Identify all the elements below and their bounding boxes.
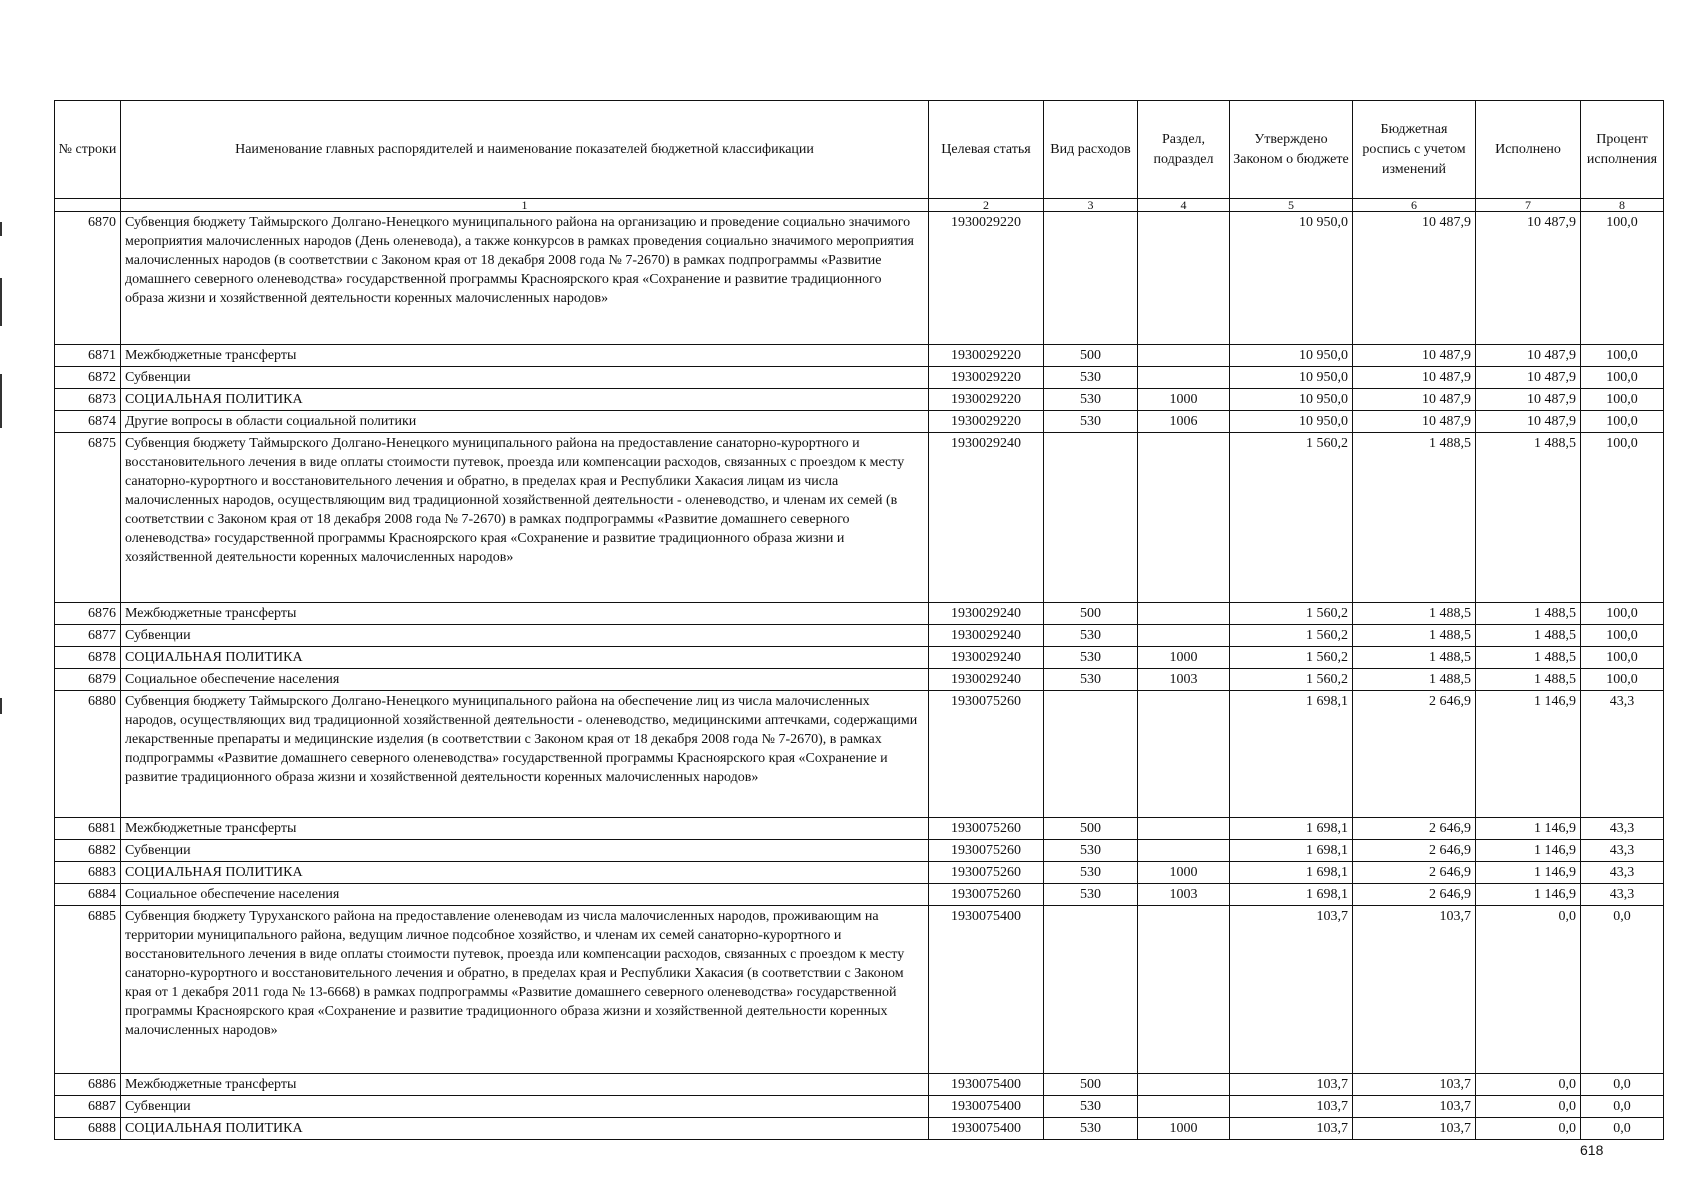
col-header-razd: Раздел, подраздел <box>1138 101 1230 199</box>
row-approved: 10 950,0 <box>1230 212 1353 345</box>
row-budget-schedule: 1 488,5 <box>1353 647 1476 669</box>
row-approved: 1 560,2 <box>1230 647 1353 669</box>
row-percent: 100,0 <box>1581 212 1664 345</box>
col-number: 5 <box>1230 199 1353 212</box>
row-number: 6870 <box>55 212 121 345</box>
row-name: Межбюджетные трансферты <box>121 345 929 367</box>
row-percent: 100,0 <box>1581 603 1664 625</box>
col-header-name: Наименование главных распорядителей и наименование показателей бюджетной классификации <box>121 101 929 199</box>
row-number: 6876 <box>55 603 121 625</box>
col-number: 6 <box>1353 199 1476 212</box>
row-percent: 100,0 <box>1581 669 1664 691</box>
row-section <box>1138 1074 1230 1096</box>
row-executed: 10 487,9 <box>1476 411 1581 433</box>
table-row <box>55 433 1664 603</box>
row-executed: 0,0 <box>1476 1074 1581 1096</box>
col-header-no: № строки <box>55 101 121 199</box>
row-target-code: 1930029240 <box>929 625 1044 647</box>
col-header-executed: Исполнено <box>1476 101 1581 199</box>
col-number: 3 <box>1044 199 1138 212</box>
col-number: 2 <box>929 199 1044 212</box>
row-percent: 43,3 <box>1581 862 1664 884</box>
row-section <box>1138 691 1230 818</box>
row-name: СОЦИАЛЬНАЯ ПОЛИТИКА <box>121 862 929 884</box>
row-section <box>1138 212 1230 345</box>
row-budget-schedule: 10 487,9 <box>1353 345 1476 367</box>
col-number: 1 <box>121 199 929 212</box>
row-name: Межбюджетные трансферты <box>121 603 929 625</box>
header-row <box>55 101 1664 199</box>
row-target-code: 1930029240 <box>929 647 1044 669</box>
row-section: 1000 <box>1138 389 1230 411</box>
row-executed: 1 146,9 <box>1476 884 1581 906</box>
row-executed: 1 146,9 <box>1476 862 1581 884</box>
row-executed: 10 487,9 <box>1476 389 1581 411</box>
row-name: СОЦИАЛЬНАЯ ПОЛИТИКА <box>121 1118 929 1140</box>
row-executed: 1 488,5 <box>1476 433 1581 603</box>
table-row <box>55 603 1664 625</box>
row-approved: 10 950,0 <box>1230 389 1353 411</box>
row-budget-schedule: 2 646,9 <box>1353 691 1476 818</box>
row-target-code: 1930029220 <box>929 367 1044 389</box>
row-number: 6882 <box>55 840 121 862</box>
row-expense-type: 530 <box>1044 625 1138 647</box>
row-number: 6880 <box>55 691 121 818</box>
row-target-code: 1930075400 <box>929 1074 1044 1096</box>
row-section <box>1138 1096 1230 1118</box>
table-row <box>55 212 1664 345</box>
row-number: 6885 <box>55 906 121 1074</box>
row-executed: 1 488,5 <box>1476 647 1581 669</box>
row-number: 6884 <box>55 884 121 906</box>
row-section <box>1138 345 1230 367</box>
row-expense-type: 530 <box>1044 411 1138 433</box>
row-percent: 0,0 <box>1581 1096 1664 1118</box>
row-section: 1006 <box>1138 411 1230 433</box>
row-name: Субвенции <box>121 840 929 862</box>
col-header-budget: Бюджетная роспись с учетом изменений <box>1353 101 1476 199</box>
row-number: 6871 <box>55 345 121 367</box>
row-target-code: 1930029220 <box>929 389 1044 411</box>
row-expense-type: 530 <box>1044 840 1138 862</box>
table-row <box>55 1074 1664 1096</box>
col-header-approved: Утверждено Законом о бюджете <box>1230 101 1353 199</box>
row-budget-schedule: 1 488,5 <box>1353 603 1476 625</box>
row-section <box>1138 367 1230 389</box>
row-number: 6875 <box>55 433 121 603</box>
row-number: 6874 <box>55 411 121 433</box>
row-number: 6881 <box>55 818 121 840</box>
row-target-code: 1930075260 <box>929 691 1044 818</box>
table-row <box>55 345 1664 367</box>
row-percent: 0,0 <box>1581 1074 1664 1096</box>
row-budget-schedule: 10 487,9 <box>1353 367 1476 389</box>
row-section <box>1138 625 1230 647</box>
row-executed: 0,0 <box>1476 1096 1581 1118</box>
row-approved: 10 950,0 <box>1230 411 1353 433</box>
col-header-code: Целевая статья <box>929 101 1044 199</box>
row-budget-schedule: 103,7 <box>1353 1096 1476 1118</box>
row-executed: 0,0 <box>1476 1118 1581 1140</box>
row-percent: 0,0 <box>1581 906 1664 1074</box>
row-expense-type: 500 <box>1044 818 1138 840</box>
row-percent: 100,0 <box>1581 411 1664 433</box>
scan-margin-mark <box>0 698 2 714</box>
row-expense-type: 500 <box>1044 603 1138 625</box>
row-target-code: 1930029220 <box>929 345 1044 367</box>
row-name: Субвенция бюджету Туруханского района на предоставление оленеводам из числа малочисленных народов, проживающим на территории муниципального района, ведущим личное подсобное хозяйство, и членам их семей санаторно-курортного и восстановительного лечения в виде оплаты стоимости путевок, проезда или компенсации расходов, связанных с проездом к месту санаторно-курортного и восстановительного лечения и обратно, в пределах края и Республики Хакасия (в соответствии с Законом края от 1 декабря 2011 года № 13-6668) в рамках подпрограммы «Развитие домашнего северного оленеводства» государственной программы Красноярского края «Сохранение и развитие традиционного образа жизни и хозяйственной деятельности коренных малочисленных народов» <box>121 906 929 1074</box>
row-expense-type: 530 <box>1044 389 1138 411</box>
row-approved: 103,7 <box>1230 1074 1353 1096</box>
row-target-code: 1930029220 <box>929 212 1044 345</box>
row-expense-type: 500 <box>1044 345 1138 367</box>
row-percent: 43,3 <box>1581 818 1664 840</box>
row-executed: 1 488,5 <box>1476 669 1581 691</box>
row-percent: 100,0 <box>1581 345 1664 367</box>
col-number: 8 <box>1581 199 1664 212</box>
row-percent: 43,3 <box>1581 840 1664 862</box>
row-expense-type: 530 <box>1044 669 1138 691</box>
row-number: 6886 <box>55 1074 121 1096</box>
row-expense-type <box>1044 212 1138 345</box>
row-approved: 1 698,1 <box>1230 691 1353 818</box>
row-executed: 0,0 <box>1476 906 1581 1074</box>
row-approved: 1 698,1 <box>1230 840 1353 862</box>
row-section: 1000 <box>1138 862 1230 884</box>
row-approved: 103,7 <box>1230 906 1353 1074</box>
row-executed: 1 488,5 <box>1476 625 1581 647</box>
row-expense-type: 530 <box>1044 647 1138 669</box>
row-target-code: 1930029240 <box>929 669 1044 691</box>
row-name: Субвенция бюджету Таймырского Долгано-Ненецкого муниципального района на обеспечение лиц из числа малочисленных народов, осуществляющих вид традиционной хозяйственной деятельности - оленеводство, медицинскими аптечками, содержащими лекарственные препараты и медицинские изделия (в соответствии с Законом края от 18 декабря 2008 года № 7-2670), в рамках подпрограммы «Развитие домашнего северного оленеводства» государственной программы Красноярского края «Сохранение и развитие традиционного образа жизни и хозяйственной деятельности коренных малочисленных народов» <box>121 691 929 818</box>
row-target-code: 1930075400 <box>929 906 1044 1074</box>
row-name: Субвенции <box>121 367 929 389</box>
row-name: Межбюджетные трансферты <box>121 818 929 840</box>
row-target-code: 1930075400 <box>929 1118 1044 1140</box>
row-name: Межбюджетные трансферты <box>121 1074 929 1096</box>
row-approved: 1 698,1 <box>1230 884 1353 906</box>
table-row <box>55 1118 1664 1140</box>
budget-execution-table <box>54 100 1664 1140</box>
scan-margin-mark <box>0 374 2 428</box>
table-row <box>55 669 1664 691</box>
row-number: 6879 <box>55 669 121 691</box>
row-target-code: 1930075260 <box>929 862 1044 884</box>
row-approved: 1 698,1 <box>1230 862 1353 884</box>
row-budget-schedule: 10 487,9 <box>1353 212 1476 345</box>
row-number: 6887 <box>55 1096 121 1118</box>
row-percent: 100,0 <box>1581 647 1664 669</box>
row-number: 6873 <box>55 389 121 411</box>
table-row <box>55 389 1664 411</box>
row-percent: 43,3 <box>1581 884 1664 906</box>
row-approved: 1 698,1 <box>1230 818 1353 840</box>
col-number-empty <box>55 199 121 212</box>
row-expense-type: 530 <box>1044 1118 1138 1140</box>
table-row <box>55 884 1664 906</box>
table-row <box>55 1096 1664 1118</box>
row-budget-schedule: 1 488,5 <box>1353 669 1476 691</box>
row-target-code: 1930075260 <box>929 840 1044 862</box>
row-target-code: 1930029240 <box>929 603 1044 625</box>
row-name: Субвенция бюджету Таймырского Долгано-Ненецкого муниципального района на организацию и проведение социально значимого мероприятия малочисленных народов (День оленевода), а также конкурсов в рамках проведения социально значимого мероприятия малочисленных народов (в соответствии с Законом края от 18 декабря 2008 года № 7-2670) в рамках подпрограммы «Развитие домашнего северного оленеводства» государственной программы Красноярского края «Сохранение и развитие традиционного образа жизни и хозяйственной деятельности коренных малочисленных народов» <box>121 212 929 345</box>
table-row <box>55 818 1664 840</box>
row-section <box>1138 603 1230 625</box>
row-target-code: 1930075260 <box>929 818 1044 840</box>
row-executed: 1 488,5 <box>1476 603 1581 625</box>
table-body <box>55 212 1664 1140</box>
row-expense-type: 530 <box>1044 884 1138 906</box>
row-executed: 1 146,9 <box>1476 840 1581 862</box>
page-number: 618 <box>1580 1142 1604 1158</box>
row-approved: 103,7 <box>1230 1096 1353 1118</box>
row-expense-type <box>1044 433 1138 603</box>
row-expense-type <box>1044 691 1138 818</box>
row-approved: 10 950,0 <box>1230 367 1353 389</box>
row-target-code: 1930075400 <box>929 1096 1044 1118</box>
row-percent: 0,0 <box>1581 1118 1664 1140</box>
row-section <box>1138 906 1230 1074</box>
row-budget-schedule: 1 488,5 <box>1353 625 1476 647</box>
row-name: Субвенция бюджету Таймырского Долгано-Ненецкого муниципального района на предоставление санаторно-курортного и восстановительного лечения в виде оплаты стоимости путевок, проезда или компенсации расходов, связанных с проездом к месту санаторно-курортного и восстановительного лечения и обратно, в пределах края и Республики Хакасия лицам из числа малочисленных народов, осуществляющим вид традиционной хозяйственной деятельности - оленеводство, и членам их семей (в соответствии с Законом края от 18 декабря 2008 года № 7-2670) в рамках подпрограммы «Развитие домашнего северного оленеводства» государственной программы Красноярского края «Сохранение и развитие традиционного образа жизни и хозяйственной деятельности коренных малочисленных народов» <box>121 433 929 603</box>
row-percent: 100,0 <box>1581 625 1664 647</box>
row-name: Другие вопросы в области социальной политики <box>121 411 929 433</box>
row-section: 1003 <box>1138 884 1230 906</box>
row-section <box>1138 433 1230 603</box>
row-number: 6888 <box>55 1118 121 1140</box>
table-row <box>55 862 1664 884</box>
row-name: Субвенции <box>121 1096 929 1118</box>
row-executed: 10 487,9 <box>1476 345 1581 367</box>
row-percent: 100,0 <box>1581 389 1664 411</box>
row-approved: 103,7 <box>1230 1118 1353 1140</box>
table-row <box>55 691 1664 818</box>
row-section: 1000 <box>1138 1118 1230 1140</box>
column-number-row <box>55 199 1664 212</box>
row-expense-type <box>1044 906 1138 1074</box>
col-header-vid: Вид расходов <box>1044 101 1138 199</box>
row-executed: 1 146,9 <box>1476 818 1581 840</box>
row-number: 6878 <box>55 647 121 669</box>
row-name: СОЦИАЛЬНАЯ ПОЛИТИКА <box>121 647 929 669</box>
row-budget-schedule: 2 646,9 <box>1353 818 1476 840</box>
row-expense-type: 530 <box>1044 1096 1138 1118</box>
row-name: Социальное обеспечение населения <box>121 669 929 691</box>
table-row <box>55 625 1664 647</box>
table-row <box>55 840 1664 862</box>
row-number: 6883 <box>55 862 121 884</box>
row-target-code: 1930029240 <box>929 433 1044 603</box>
table-row <box>55 367 1664 389</box>
row-target-code: 1930075260 <box>929 884 1044 906</box>
row-budget-schedule: 103,7 <box>1353 1118 1476 1140</box>
row-approved: 1 560,2 <box>1230 625 1353 647</box>
row-section <box>1138 818 1230 840</box>
row-number: 6877 <box>55 625 121 647</box>
scan-margin-mark <box>0 222 2 236</box>
row-approved: 1 560,2 <box>1230 669 1353 691</box>
row-section: 1003 <box>1138 669 1230 691</box>
row-target-code: 1930029220 <box>929 411 1044 433</box>
row-section <box>1138 840 1230 862</box>
col-header-percent: Процент исполнения <box>1581 101 1664 199</box>
row-budget-schedule: 2 646,9 <box>1353 840 1476 862</box>
table-row <box>55 411 1664 433</box>
row-executed: 10 487,9 <box>1476 212 1581 345</box>
row-budget-schedule: 2 646,9 <box>1353 862 1476 884</box>
table-row <box>55 647 1664 669</box>
row-budget-schedule: 10 487,9 <box>1353 411 1476 433</box>
row-number: 6872 <box>55 367 121 389</box>
row-expense-type: 530 <box>1044 367 1138 389</box>
row-budget-schedule: 2 646,9 <box>1353 884 1476 906</box>
row-executed: 10 487,9 <box>1476 367 1581 389</box>
row-approved: 10 950,0 <box>1230 345 1353 367</box>
row-percent: 43,3 <box>1581 691 1664 818</box>
row-section: 1000 <box>1138 647 1230 669</box>
row-executed: 1 146,9 <box>1476 691 1581 818</box>
table-row <box>55 906 1664 1074</box>
row-name: Социальное обеспечение населения <box>121 884 929 906</box>
row-percent: 100,0 <box>1581 367 1664 389</box>
row-budget-schedule: 103,7 <box>1353 906 1476 1074</box>
row-approved: 1 560,2 <box>1230 433 1353 603</box>
col-number: 4 <box>1138 199 1230 212</box>
col-number: 7 <box>1476 199 1581 212</box>
row-name: СОЦИАЛЬНАЯ ПОЛИТИКА <box>121 389 929 411</box>
row-expense-type: 500 <box>1044 1074 1138 1096</box>
row-budget-schedule: 10 487,9 <box>1353 389 1476 411</box>
row-budget-schedule: 1 488,5 <box>1353 433 1476 603</box>
row-budget-schedule: 103,7 <box>1353 1074 1476 1096</box>
scan-margin-mark <box>0 278 2 326</box>
row-name: Субвенции <box>121 625 929 647</box>
row-expense-type: 530 <box>1044 862 1138 884</box>
row-percent: 100,0 <box>1581 433 1664 603</box>
row-approved: 1 560,2 <box>1230 603 1353 625</box>
